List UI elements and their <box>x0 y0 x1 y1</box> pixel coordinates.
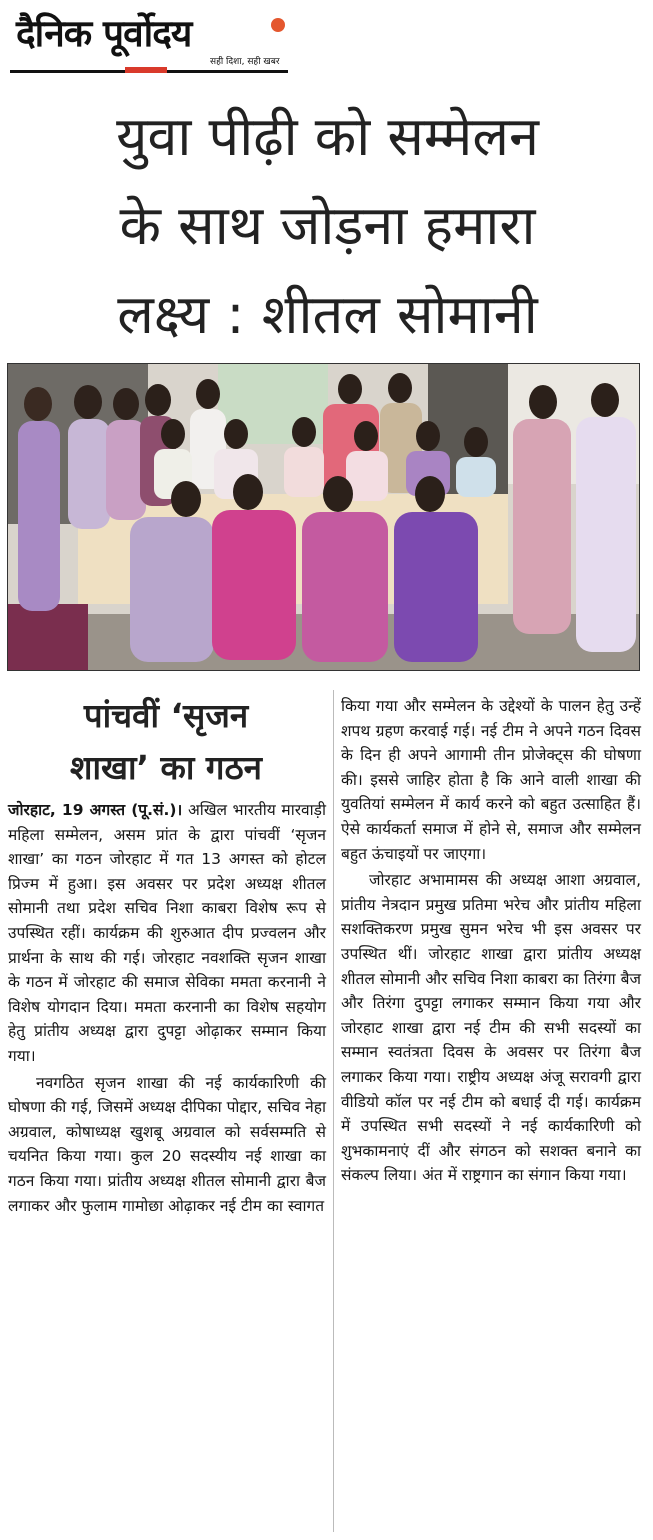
newspaper-title: दैनिक पूर्वोदय <box>16 12 192 55</box>
masthead-red-bar <box>125 67 167 73</box>
headline <box>20 92 635 359</box>
headline-line-3: लक्ष्य : शीतल सोमानी <box>117 283 538 346</box>
newspaper-tagline: सही दिशा, सही खबर <box>210 57 280 67</box>
headline-line-1: युवा पीढ़ी को सम्मेलन <box>116 105 539 168</box>
column-divider <box>333 690 334 1532</box>
article-paragraph-4: जोरहाट अभामामस की अध्यक्ष आशा अग्रवाल, प्रांतीय नेत्रदान प्रमुख प्रतिमा भरेच और प्रांतीय महिला सशक्तिकरण प्रमुख सुमन भरेच भी इस अवसर पर उपस्थित थीं। जोरहाट शाखा द्वारा प्रांतीय अध्यक्ष शीतल सोमानी और सचिव निशा काबरा का तिरंगा बैज और तिरंगा दुपट्टा लगाकर सम्मान किया गया और जोरहाट शाखा द्वारा नई टीम की सभी सदस्यों का सम्मान स्वतंत्रता दिवस के अवसर पर तिरंगा बैज लगाकर किया गया। राष्ट्रीय अध्यक्ष अंजू सरावगी द्वारा वीडियो कॉल पर नई टीम को बधाई दी गई। कार्यक्रम में उपस्थित सभी सदस्यों ने नई कार्यकारिणी को शुभकामनाएं दीं और संगठन को सशक्त बनाने का संकल्प लिया। अंत में राष्ट्रगान का संगान किया गया। <box>341 871 641 1185</box>
subheadline <box>20 690 312 794</box>
headline-line-2: के साथ जोड़ना हमारा <box>119 194 536 257</box>
article-paragraph-2: नवगठित सृजन शाखा की नई कार्यकारिणी की घोषणा की गई, जिसमें अध्यक्ष दीपिका पोद्दार, सचिव नेहा अग्रवाल, कोषाध्यक्ष खुशबू अग्रवाल को सर्वसम्मति से चयनित किया गया। कुल 20 सदस्यीय नई शाखा का गठन किया गया। प्रांतीय अध्यक्ष शीतल सोमानी द्वारा बैज लगाकर और फुलाम गामोछा ओढ़ाकर नई टीम का स्वागत <box>8 1073 326 1215</box>
group-photo <box>7 363 640 671</box>
logo-dot-icon <box>271 18 285 32</box>
subheadline-line-1: पांचवीं ‘सृजन <box>83 696 249 735</box>
article-column-left <box>8 798 326 1218</box>
subheadline-line-2: शाखा’ का गठन <box>70 748 262 787</box>
article-paragraph-3: किया गया और सम्मेलन के उद्देश्यों के पालन हेतु उन्हें शपथ ग्रहण करवाई गई। नई टीम ने अपने गठन दिवस के दिन ही अपने आगामी तीन प्रोजेक्ट्स की घोषणा की। इससे जाहिर होता है कि आने वाली शाखा की युवतियां सम्मेलन में कार्य करने को बहुत उत्साहित हैं। ऐसे कार्यकर्ता समाज में होने से, समाज और सम्मेलन बहुत ऊंचाइयों पर जाएगा। <box>341 697 641 863</box>
masthead <box>10 6 288 72</box>
dateline: जोरहाट, 19 अगस्त (पू.सं.)। <box>8 801 183 819</box>
article-paragraph-1 <box>8 798 326 1069</box>
article-column-right <box>341 694 641 1188</box>
paragraph-1-text: अखिल भारतीय मारवाड़ी महिला सम्मेलन, असम प्रांत के द्वारा पांचवीं ‘सृजन शाखा’ का गठन जोरहाट में गत 13 अगस्त को होटल प्रिज्म में हुआ। इस अवसर पर प्रदेश अध्यक्ष शीतल सोमानी तथा प्रदेश सचिव निशा काबरा विशेष रूप से उपस्थित रहीं। कार्यक्रम की शुरुआत दीप प्रज्वलन और प्रार्थना के साथ की गई। जोरहाट नवशक्ति सृजन शाखा के गठन में जोरहाट की समाज सेविका ममता करनानी ने विशेष योगदान दिया। ममता करनानी का विशेष सहयोग हेतु प्रांतीय अध्यक्ष द्वारा दुपट्टा ओढ़ाकर सम्मान किया गया। <box>8 801 326 1065</box>
